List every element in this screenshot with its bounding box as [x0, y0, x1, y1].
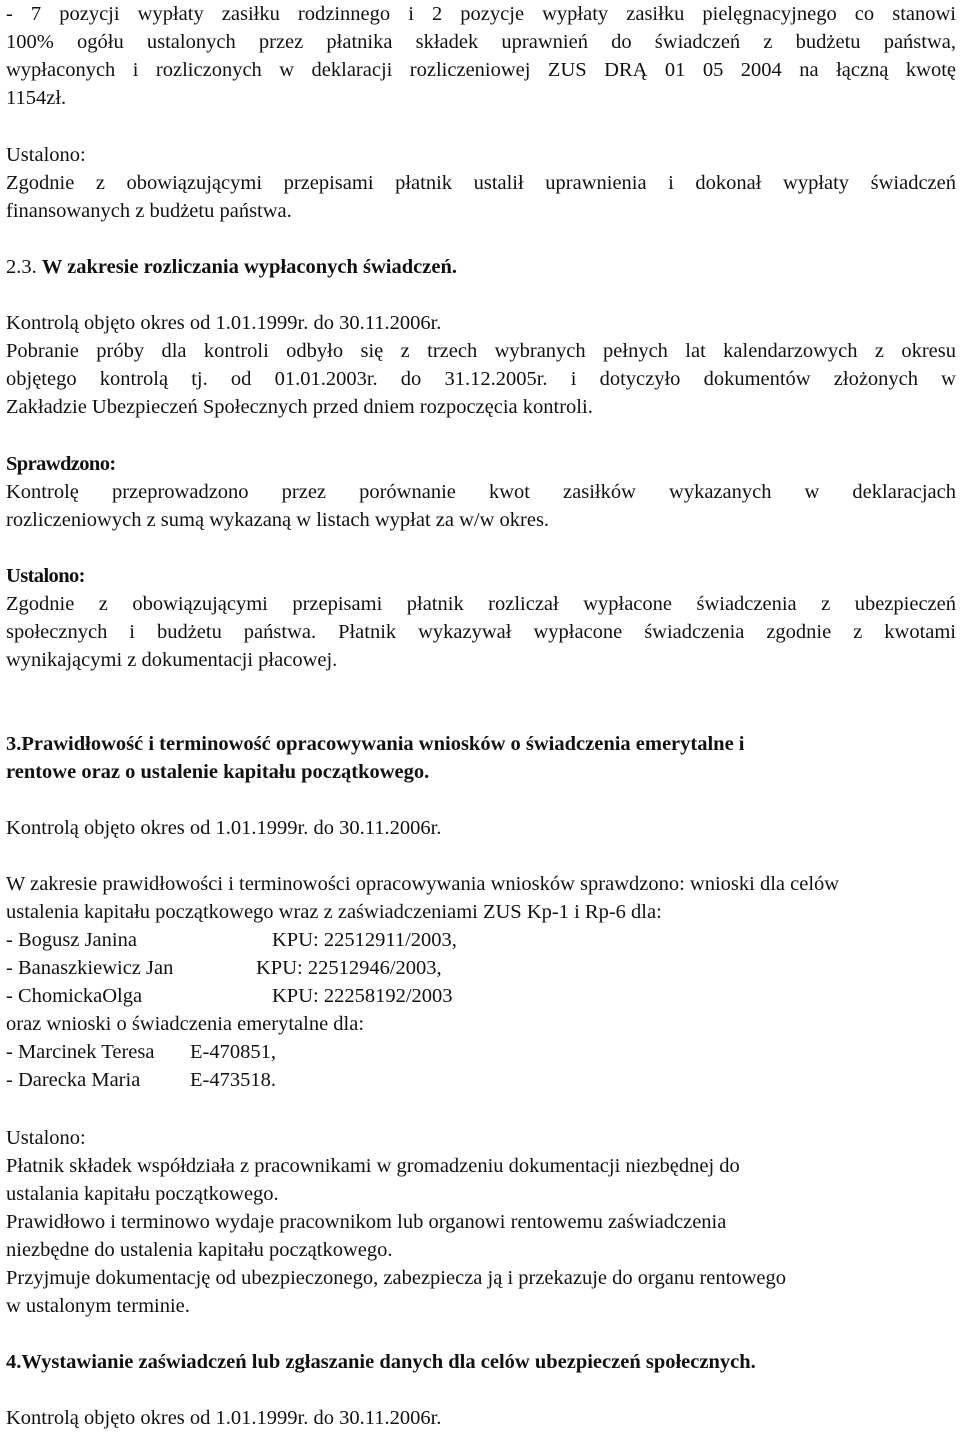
person-name: - Bogusz Janina	[6, 929, 137, 951]
kpu-number: KPU: 22512911/2003,	[272, 929, 457, 951]
intro-paragraph	[6, 0, 956, 112]
control-period: Kontrolą objęto okres od 1.01.1999r. do 30.11.2006r.	[6, 1407, 442, 1429]
control-period: Kontrolą objęto okres od 1.01.1999r. do 30.11.2006r.	[6, 312, 442, 334]
ustalono-block-1	[6, 141, 956, 225]
text-line: wynikającymi z dokumentacji płacowej.	[6, 649, 338, 671]
section-label: Ustalono:	[6, 144, 86, 166]
list-item	[6, 1066, 956, 1094]
text-line: Przyjmuje dokumentację od ubezpieczonego, zabezpiecza ją i przekazuje do organu rentowego	[6, 1267, 786, 1289]
section-2-3-heading	[6, 253, 956, 281]
section-3-period	[6, 814, 956, 842]
text-line: 100% ogółu ustalonych przez płatnika składek uprawnień do świadczeń z budżetu państwa,	[6, 31, 956, 53]
ustalono-block-2	[6, 562, 956, 674]
section-heading-line	[6, 253, 956, 281]
person-name: - Banaszkiewicz Jan	[6, 957, 174, 979]
text-line: w ustalonym terminie.	[6, 1295, 190, 1317]
section-4-period	[6, 1404, 956, 1432]
text-line: oraz wnioski o świadczenia emerytalne dla:	[6, 1013, 365, 1035]
sprawdzono-block	[6, 450, 956, 534]
ustalono-block-3	[6, 1124, 956, 1320]
text-line: Zgodnie z obowiązującymi przepisami płatnik rozliczał wypłacone świadczenia z ubezpieczeń	[6, 593, 956, 615]
section-label: Ustalono:	[6, 565, 85, 587]
text-line: finansowanych z budżetu państwa.	[6, 200, 292, 222]
text-line: Zakładzie Ubezpieczeń Społecznych przed dniem rozpoczęcia kontroli.	[6, 396, 593, 418]
section-2-3-body	[6, 309, 956, 421]
list-item	[6, 954, 956, 982]
section-title: 3.Prawidłowość i terminowość opracowywania wniosków o świadczenia emerytalne i	[6, 733, 745, 755]
section-title: W zakresie rozliczania wypłaconych świadczeń.	[41, 256, 457, 278]
section-3-body	[6, 870, 956, 1094]
text-line: Płatnik składek współdziała z pracownikami w gromadzeniu dokumentacji niezbędnej do	[6, 1155, 740, 1177]
kpu-number: KPU: 22258192/2003	[272, 985, 453, 1007]
text-line: - 7 pozycji wypłaty zasiłku rodzinnego i 2 pozycje wypłaty zasiłku pielęgnacyjnego co stanowi	[6, 3, 956, 25]
section-4-heading	[6, 1348, 956, 1376]
person-name: - Marcinek Teresa	[6, 1041, 155, 1063]
section-label: Ustalono:	[6, 1127, 86, 1149]
kpu-number: KPU: 22512946/2003,	[256, 957, 442, 979]
text-line: Pobranie próby dla kontroli odbyło się z trzech wybranych pełnych lat kalendarzowych z okresu	[6, 340, 956, 362]
text-line: Zgodnie z obowiązującymi przepisami płatnik ustalił uprawnienia i dokonał wypłaty świadczeń	[6, 172, 956, 194]
case-number: E-470851,	[190, 1041, 276, 1063]
person-name: - Darecka Maria	[6, 1069, 141, 1091]
list-item	[6, 982, 956, 1010]
text-line: rozliczeniowych z sumą wykazaną w listach wypłat za w/w okres.	[6, 509, 550, 531]
list-item	[6, 926, 956, 954]
text-line: 1154zł.	[6, 87, 67, 109]
text-line: społecznych i budżetu państwa. Płatnik wykazywał wypłacone świadczenia zgodnie z kwotami	[6, 621, 956, 643]
text-line: Prawidłowo i terminowo wydaje pracownikom lub organowi rentowemu zaświadczenia	[6, 1211, 727, 1233]
text-line: wypłaconych i rozliczonych w deklaracji rozliczeniowej ZUS DRĄ 01 05 2004 na łączną kwotę	[6, 59, 956, 81]
section-number: 2.3.	[6, 256, 37, 278]
text-line: objętego kontrolą tj. od 01.01.2003r. do 31.12.2005r. i dotyczyło dokumentów złożonych w	[6, 368, 956, 390]
list-item	[6, 1038, 956, 1066]
section-title: 4.Wystawianie zaświadczeń lub zgłaszanie danych dla celów ubezpieczeń społecznych.	[6, 1351, 756, 1373]
text-line: W zakresie prawidłowości i terminowości opracowywania wniosków sprawdzono: wnioski dla celów	[6, 873, 840, 895]
text-line: ustalania kapitału początkowego.	[6, 1183, 279, 1205]
section-title: rentowe oraz o ustalenie kapitału początkowego.	[6, 761, 430, 783]
section-3-heading	[6, 730, 956, 786]
control-period: Kontrolą objęto okres od 1.01.1999r. do 30.11.2006r.	[6, 817, 442, 839]
text-line: niezbędne do ustalenia kapitału początkowego.	[6, 1239, 393, 1261]
person-name: - ChomickaOlga	[6, 985, 143, 1007]
section-label: Sprawdzono:	[6, 453, 116, 475]
text-line: Kontrolę przeprowadzono przez porównanie kwot zasiłków wykazanych w deklaracjach	[6, 481, 956, 503]
text-line: ustalenia kapitału początkowego wraz z zaświadczeniami ZUS Kp-1 i Rp-6 dla:	[6, 901, 662, 923]
case-number: E-473518.	[190, 1069, 276, 1091]
